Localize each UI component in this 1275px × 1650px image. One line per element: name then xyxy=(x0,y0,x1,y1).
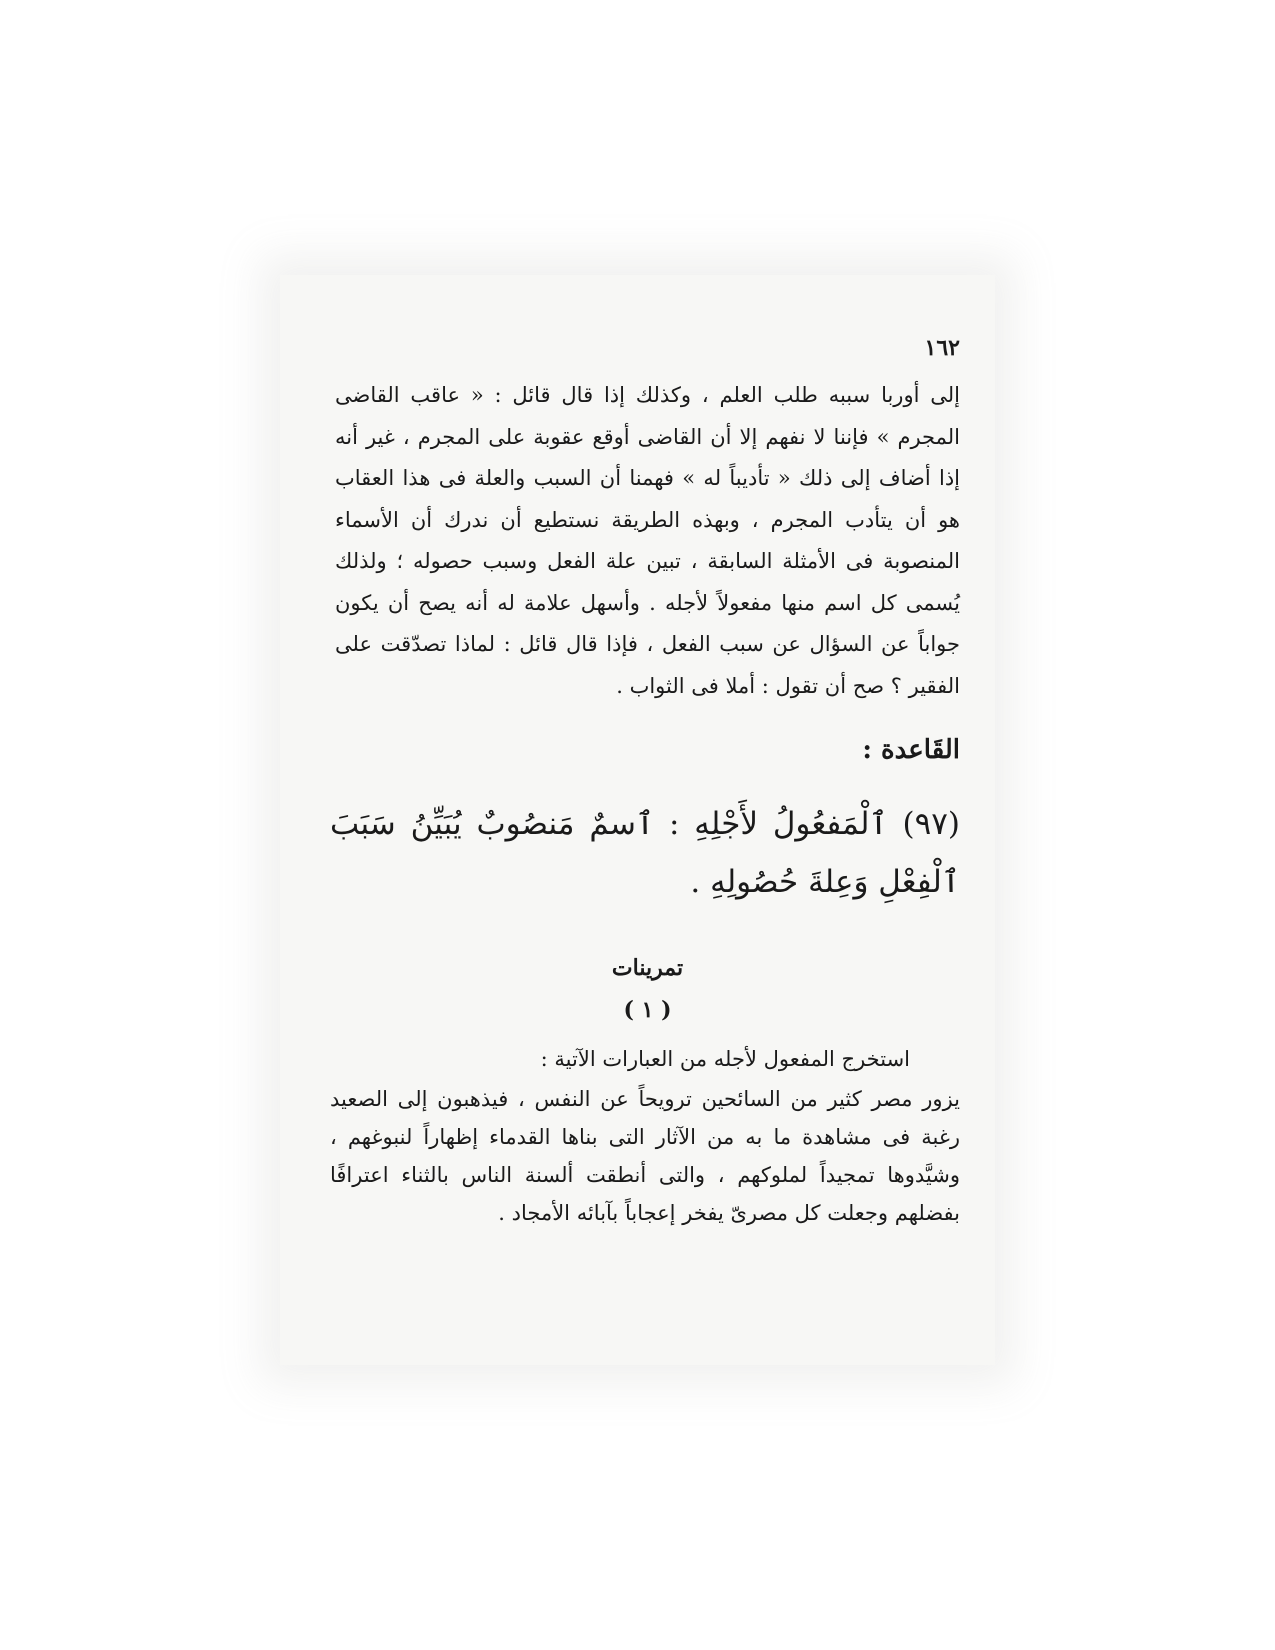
exercise-number: ( ١ ) xyxy=(623,997,672,1023)
exercise-instruction: استخرج المفعول لأجله من العبارات الآتية : xyxy=(540,1047,910,1071)
body-paragraph: إلى أوربا سببه طلب العلم ، وكذلك إذا قال قائل : « عاقب القاضى المجرم » فإننا لا نفهم إلا أن القاضى أوقع عقوبة على المجرم ، غير أنه إذا أضاف إلى ذلك « تأديباً له » فهمنا أن السبب والعلة فى هذا العقاب هو أن يتأدب المجرم ، وبهذه الطريقة نستطيع أن ندرك أن الأسماء المنصوبة فى الأمثلة السابقة ، تبين علة الفعل وسبب حصوله ؛ ولذلك يُسمى كل اسم منها مفعولاً لأجله . وأسهل علامة له أنه يصح أن يكون جواباً عن السؤال عن سبب الفعل ، فإذا قال قائل : لماذا تصدّقت على الفقير ؟ صح أن تقول : أملا فى الثواب . xyxy=(335,383,960,698)
rule-heading: القَاعدة : xyxy=(862,735,960,765)
rule-text: (٩٧) ٱلْمَفعُولُ لأَجْلِهِ : ٱسمٌ مَنصُوبٌ يُبَيِّنُ سَبَبَ ٱلْفِعْلِ وَعِلةَ حُصُولِهِ . xyxy=(330,806,960,900)
exercises-title: تمرينات xyxy=(611,955,684,981)
exercise-paragraph: يزور مصر كثير من السائحين ترويحاً عن النفس ، فيذهبون إلى الصعيد رغبة فى مشاهدة ما به من الآثار التى بناها القدماء إظهاراً لنبوغهم ، وشيَّدوها تمجيداً لملوكهم ، والتى أنطقت ألسنة الناس بالثناء اعترافًا بفضلهم وجعلت كل مصرىّ يفخر إعجاباً بآبائه الأمجاد . xyxy=(330,1087,960,1225)
page-number: ١٦٢ xyxy=(924,335,960,361)
